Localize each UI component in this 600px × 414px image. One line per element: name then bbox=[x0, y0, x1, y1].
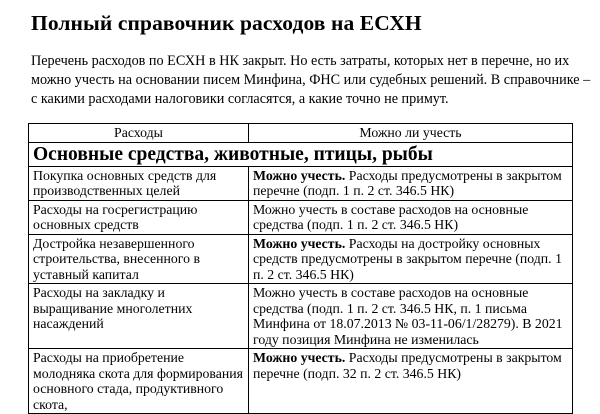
verdict-details: Расходы предусмотрены в закрытом перечне (подп. 1 п. 2 ст. 346.5 НК) bbox=[253, 167, 562, 198]
table-row bbox=[29, 284, 573, 349]
table-header-row bbox=[29, 124, 573, 143]
verdict-cell bbox=[249, 166, 573, 200]
verdict-cell bbox=[249, 284, 573, 349]
verdict-cell bbox=[249, 349, 573, 414]
verdict-details: Можно учесть в составе расходов на основные средства (подп. 1 п. 2 ст. 346.5 НК, п. 1 письма Минфина от 18.07.2013 № 03-11-06/1/28279). В 2021 году позиция Минфина не изменилась bbox=[253, 285, 563, 347]
section-heading: Основные средства, животные, птицы, рыбы bbox=[29, 142, 573, 166]
table-row bbox=[29, 234, 573, 284]
page-title: Полный справочник расходов на ЕСХН bbox=[31, 11, 422, 35]
header-expenses: Расходы bbox=[29, 124, 249, 143]
intro-paragraph: Перечень расходов по ЕСХН в НК закрыт. Но есть затраты, которых нет в перечне, но их можно учесть на основании писем Минфина, ФНС или судебных решений. В справочнике – с какими расходами налоговики согласятся, а какие точно не примут. bbox=[31, 53, 591, 107]
section-row bbox=[29, 142, 573, 166]
table-row bbox=[29, 200, 573, 234]
header-can-deduct: Можно ли учесть bbox=[249, 124, 573, 143]
table-row bbox=[29, 166, 573, 200]
verdict-bold: Можно учесть. bbox=[253, 350, 346, 365]
verdict-bold: Можно учесть. bbox=[253, 235, 346, 251]
expense-cell: Достройка незавершенного строительства, внесенного в уставный капитал bbox=[29, 234, 249, 284]
expense-cell: Расходы на госрегистрацию основных средств bbox=[29, 200, 249, 234]
expense-cell: Расходы на приобретение молодняка скота для формирования основного стада, продуктивного скота, bbox=[29, 349, 249, 414]
verdict-bold: Можно учесть. bbox=[253, 167, 346, 183]
verdict-details: Можно учесть в составе расходов на основные средства (подп. 1 п. 2 ст. 346.5 НК) bbox=[253, 201, 529, 232]
verdict-cell bbox=[249, 234, 573, 284]
table-row bbox=[29, 349, 573, 414]
verdict-cell bbox=[249, 200, 573, 234]
verdict-details: Расходы предусмотрены в закрытом перечне (подп. 32 п. 2 ст. 346.5 НК) bbox=[253, 350, 562, 381]
verdict-details: Расходы на достройку основных средств предусмотрены в закрытом перечне (подп. 1 п. 2 ст. 346.5 НК) bbox=[253, 235, 562, 282]
expense-cell: Расходы на закладку и выращивание многолетних насаждений bbox=[29, 284, 249, 349]
expenses-table bbox=[28, 123, 573, 414]
expense-cell: Покупка основных средств для производственных целей bbox=[29, 166, 249, 200]
